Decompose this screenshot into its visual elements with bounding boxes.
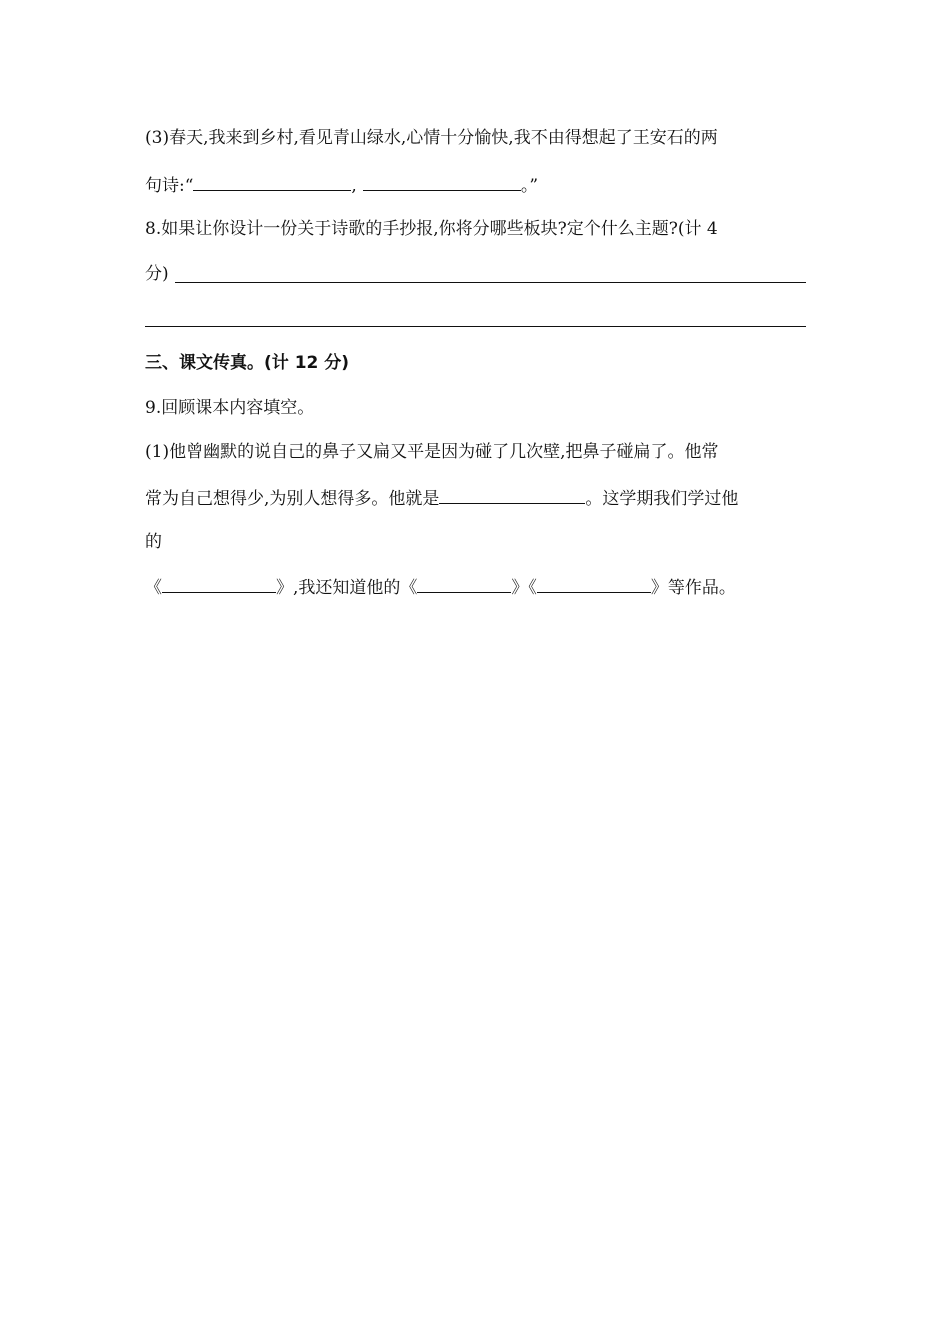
q8-answer-line1[interactable] xyxy=(175,282,806,283)
q8-line1 xyxy=(145,217,718,241)
q9-p1-line3 xyxy=(145,530,162,554)
q8-line2 xyxy=(145,262,169,286)
q9-p1-text: (1)他曾幽默的说自己的鼻子又扁又平是因为碰了几次壁,把鼻子碰扁了。他常 xyxy=(145,442,719,462)
q9-p1-line1 xyxy=(145,440,718,464)
q7-3-line1 xyxy=(145,126,718,150)
q9-p1-line2-suffix: 。这学期我们学过他 xyxy=(585,489,739,509)
q8-text: 8.如果让你设计一份关于诗歌的手抄报,你将分哪些板块?定个什么主题?(计 4 xyxy=(145,219,718,239)
q7-3-text: (3)春天,我来到乡村,看见青山绿水,心情十分愉快,我不由得想起了王安石的两 xyxy=(145,128,718,148)
document-page xyxy=(145,0,806,1344)
q7-3-prefix: 句诗:“ xyxy=(145,176,194,196)
q9-p1-line4-end: 》等作品。 xyxy=(650,578,736,598)
q9-p1-line2-prefix: 常为自己想得少,为别人想得多。他就是 xyxy=(145,489,440,509)
q9-p1-line3-text: 的 xyxy=(145,532,162,552)
person-name-blank[interactable] xyxy=(439,485,585,504)
section3-heading xyxy=(145,351,349,375)
poem-line2-blank[interactable] xyxy=(363,172,521,191)
q9-title-text: 9.回顾课本内容填空。 xyxy=(145,398,315,418)
q8-prefix: 分) xyxy=(145,264,169,284)
q9-p1-line2 xyxy=(145,485,738,511)
q9-p1-line4 xyxy=(145,574,736,600)
q7-3-comma: , xyxy=(351,176,357,196)
q9-title xyxy=(145,396,314,420)
q9-p1-line4-mid2: 》《 xyxy=(511,578,537,598)
q9-bracket-open: 《 xyxy=(145,578,162,598)
q7-3-suffix: 。” xyxy=(520,176,539,196)
other-work2-blank[interactable] xyxy=(537,574,651,593)
q9-p1-line4-mid: 》,我还知道他的《 xyxy=(276,578,418,598)
studied-work-blank[interactable] xyxy=(162,574,276,593)
q7-3-line2 xyxy=(145,172,538,198)
q8-answer-line2[interactable] xyxy=(145,326,806,327)
other-work1-blank[interactable] xyxy=(417,574,511,593)
poem-line1-blank[interactable] xyxy=(193,172,351,191)
section3-heading-text: 三、课文传真。(计 12 分) xyxy=(145,353,350,373)
